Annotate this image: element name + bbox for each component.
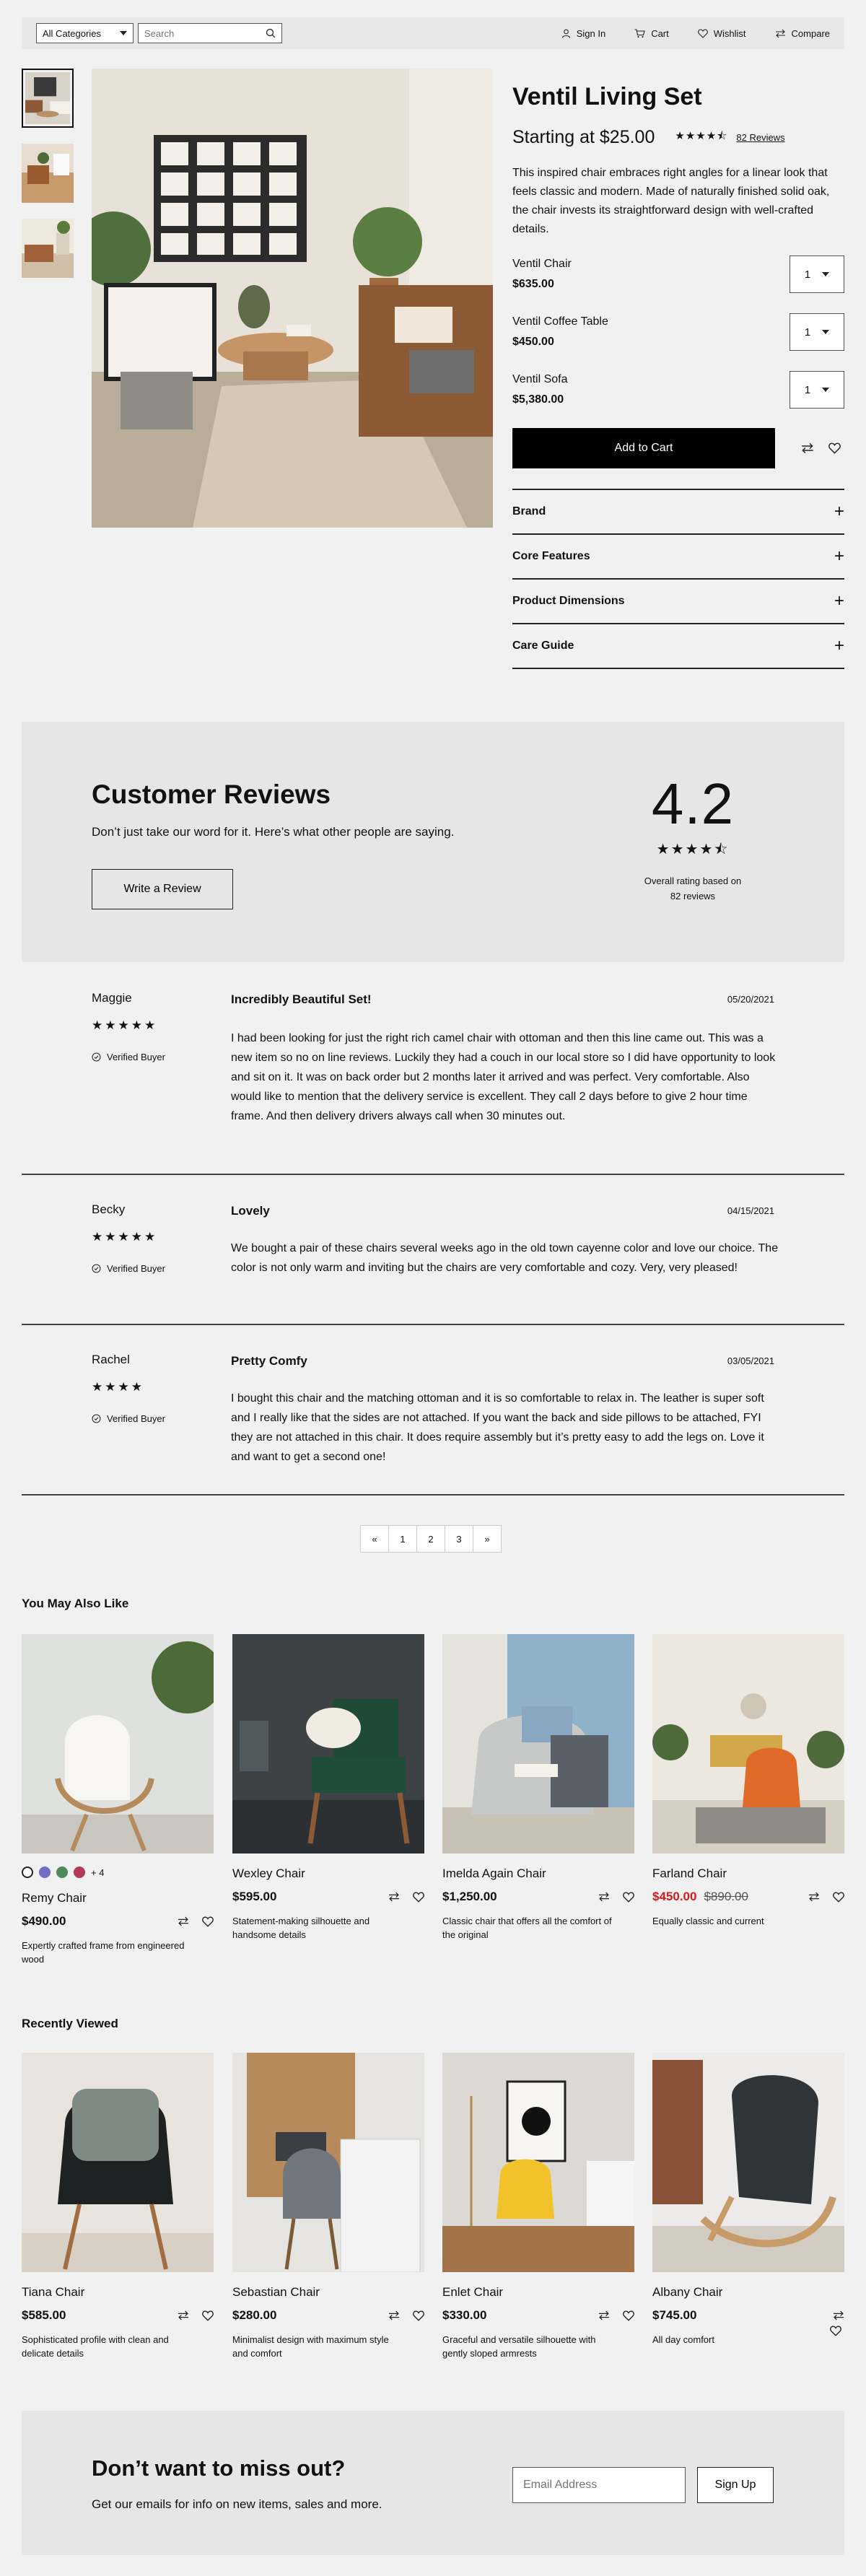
product-card-desc: Expertly crafted frame from engineered wood xyxy=(22,1940,185,1965)
verified-badge xyxy=(92,1263,165,1274)
product-card-image[interactable] xyxy=(22,1634,214,1854)
product-thumbnail[interactable] xyxy=(22,219,74,278)
page-2[interactable]: 2 xyxy=(416,1525,445,1553)
product-card-row xyxy=(652,1890,844,1904)
email-field[interactable] xyxy=(512,2467,686,2503)
compare-icon[interactable] xyxy=(598,2310,610,2320)
product-card-row xyxy=(232,1890,424,1904)
product-card-desc: Classic chair that offers all the comfort of the original xyxy=(442,1916,612,1940)
compare-icon[interactable] xyxy=(808,1892,820,1902)
sign-in-label: Sign In xyxy=(576,27,606,39)
review-title: Pretty Comfy xyxy=(231,1354,307,1368)
product-card-desc: Equally classic and current xyxy=(652,1916,764,1926)
page-prev[interactable]: « xyxy=(360,1525,389,1553)
product-card-price: $745.00 xyxy=(652,2308,697,2322)
variant-price: $450.00 xyxy=(512,336,554,348)
plus-icon: + xyxy=(834,546,844,566)
chevron-down-icon xyxy=(822,330,829,334)
reviews-subtitle: Don’t just take our word for it. Here’s what other people are saying. xyxy=(92,825,455,839)
verified-badge xyxy=(92,1413,165,1424)
product-card-row xyxy=(232,2308,424,2323)
product-card-desc: Sophisticated profile with clean and delicate details xyxy=(22,2334,169,2359)
thumbnail-list xyxy=(22,69,74,294)
accordion-label: Care Guide xyxy=(512,639,574,652)
cart-label: Cart xyxy=(651,27,669,39)
review-date: 03/05/2021 xyxy=(727,1355,774,1366)
review-title: Incredibly Beautiful Set! xyxy=(231,992,372,1006)
color-swatch[interactable] xyxy=(22,1866,33,1878)
top-bar xyxy=(22,17,844,49)
product-card[interactable] xyxy=(442,1634,634,1942)
category-select-value: All Categories xyxy=(43,27,101,39)
product-card-row xyxy=(22,1914,214,1929)
check-circle-icon xyxy=(92,1052,101,1062)
plus-icon: + xyxy=(834,502,844,521)
product-card[interactable] xyxy=(22,1634,214,1966)
accordion-brand[interactable] xyxy=(512,490,844,535)
newsletter-subtitle: Get our emails for info on new items, sales and more. xyxy=(92,2497,382,2511)
cart-icon xyxy=(634,29,645,38)
product-card-row xyxy=(442,1890,634,1904)
product-card-desc: Graceful and versatile silhouette with gently sloped armrests xyxy=(442,2334,596,2359)
recently-viewed-title: Recently Viewed xyxy=(22,2017,118,2030)
compare-icon xyxy=(775,29,786,38)
accordion-label: Core Features xyxy=(512,550,590,562)
product-card-name[interactable]: Albany Chair xyxy=(652,2285,723,2299)
user-icon xyxy=(561,29,571,38)
product-accordion xyxy=(512,489,844,669)
product-card-image[interactable] xyxy=(232,1634,424,1854)
chevron-down-icon xyxy=(120,31,127,35)
card-actions xyxy=(598,1892,634,1903)
variant-name: Ventil Coffee Table xyxy=(512,315,608,328)
product-card[interactable] xyxy=(232,2053,424,2360)
quantity-value: 1 xyxy=(804,268,811,281)
chevron-down-icon xyxy=(822,272,829,276)
heart-icon[interactable] xyxy=(623,2310,634,2321)
reviews-title: Customer Reviews xyxy=(92,780,331,809)
heart-icon[interactable] xyxy=(833,1892,844,1903)
overall-rating-text xyxy=(621,873,765,904)
quantity-select[interactable] xyxy=(790,256,844,293)
sign-up-button[interactable]: Sign Up xyxy=(697,2467,774,2503)
review-body: We bought a pair of these chairs several weeks ago in the old town cayenne color and love our choice. The color is not only warm and inviting but the chairs are very comfortable and cozy. Very, very pleased! xyxy=(231,1242,779,1274)
variant-price: $635.00 xyxy=(512,278,554,290)
sale-price: $450.00 xyxy=(652,1890,697,1903)
compare-link[interactable] xyxy=(775,28,830,39)
review-item xyxy=(22,962,844,1175)
review-body: I bought this chair and the matching ottoman and it is so comfortable to relax in. The leather is super soft and I really like that the sides are not attached. If you want the back and side pillows to be attached, FYI they are not attached in this chair. It does require assembly but it’s pretty easy to add the legs on. Love it and want to get a second one! xyxy=(231,1392,764,1463)
check-circle-icon xyxy=(92,1264,101,1273)
product-info xyxy=(512,69,844,669)
search-input[interactable] xyxy=(144,28,260,39)
product-card-desc: Statement-making silhouette and handsome details xyxy=(232,1916,370,1940)
compare-icon[interactable] xyxy=(833,2310,844,2320)
product-card-price: $1,250.00 xyxy=(442,1890,497,1903)
product-thumbnail[interactable] xyxy=(22,69,74,128)
heart-icon xyxy=(698,29,708,38)
accordion-label: Brand xyxy=(512,505,546,518)
heart-icon[interactable] xyxy=(413,1892,424,1903)
add-to-cart-button[interactable]: Add to Cart xyxy=(512,428,775,468)
heart-icon[interactable] xyxy=(202,2310,214,2321)
plus-icon: + xyxy=(834,636,844,655)
card-actions xyxy=(833,2310,844,2320)
variant-row xyxy=(512,252,844,297)
review-stars: ★★★★ xyxy=(92,1380,144,1394)
review-stars: ★★★★★ xyxy=(92,1018,158,1032)
product-thumbnail[interactable] xyxy=(22,144,74,203)
verified-label: Verified Buyer xyxy=(107,1263,165,1274)
product-main-image xyxy=(92,69,493,528)
write-review-button[interactable]: Write a Review xyxy=(92,869,233,909)
card-actions xyxy=(808,1892,844,1903)
average-rating: 4.2 xyxy=(651,772,735,836)
reviewer-name: Becky xyxy=(92,1202,126,1216)
review-date: 04/15/2021 xyxy=(727,1205,774,1216)
product-card-row xyxy=(442,2308,634,2323)
product-card-name[interactable]: Tiana Chair xyxy=(22,2285,85,2299)
plus-icon: + xyxy=(834,591,844,611)
search-box[interactable] xyxy=(138,23,282,43)
compare-icon[interactable] xyxy=(178,1916,189,1926)
product-card-name[interactable]: Enlet Chair xyxy=(442,2285,504,2299)
reviewer-name: Rachel xyxy=(92,1353,130,1366)
verified-badge xyxy=(92,1052,165,1062)
chevron-down-icon xyxy=(822,388,829,392)
product-description: This inspired chair embraces right angles for a linear look that feels classic and modern. Made of naturally finished solid oak, the chair invests its straightforward design with well-crafted details. xyxy=(512,167,830,235)
price-row xyxy=(512,127,844,148)
wishlist-label: Wishlist xyxy=(713,27,746,39)
reviews-link[interactable]: 82 Reviews xyxy=(736,132,785,143)
cart-link[interactable] xyxy=(634,28,669,39)
product-card-name[interactable]: Sebastian Chair xyxy=(232,2285,320,2299)
product-card[interactable] xyxy=(22,2053,214,2360)
product-card-price xyxy=(652,1890,748,1904)
product-card-image[interactable] xyxy=(22,2053,214,2272)
average-rating-stars: ★★★★⯪ xyxy=(656,842,730,857)
product-card-row xyxy=(652,2308,844,2323)
pagination xyxy=(361,1525,502,1553)
product-card-price: $490.00 xyxy=(22,1914,66,1928)
heart-icon[interactable] xyxy=(623,1892,634,1903)
compare-icon[interactable] xyxy=(388,2310,400,2320)
variant-name: Ventil Chair xyxy=(512,258,572,270)
product-card-image[interactable] xyxy=(442,1634,634,1854)
heart-icon[interactable] xyxy=(202,1916,214,1927)
product-card-name[interactable]: Imelda Again Chair xyxy=(442,1866,546,1880)
product-card-price: $330.00 xyxy=(442,2308,487,2322)
product-card-price: $595.00 xyxy=(232,1890,277,1903)
original-price: $890.00 xyxy=(704,1890,748,1903)
sign-in-link[interactable] xyxy=(561,28,605,39)
category-select[interactable] xyxy=(36,23,134,43)
compare-icon[interactable] xyxy=(388,1892,400,1902)
color-swatch[interactable] xyxy=(74,1866,85,1878)
color-swatch[interactable] xyxy=(39,1866,51,1878)
product-card-price: $280.00 xyxy=(232,2308,277,2322)
card-actions xyxy=(598,2310,634,2321)
overall-line-1: Overall rating based on xyxy=(644,876,742,886)
quantity-select[interactable] xyxy=(790,371,844,409)
newsletter-title: Don’t want to miss out? xyxy=(92,2455,346,2481)
product-card-desc: Minimalist design with maximum style and comfort xyxy=(232,2334,389,2359)
variant-row xyxy=(512,310,844,354)
product-card[interactable] xyxy=(442,2053,634,2360)
heart-icon[interactable] xyxy=(413,2310,424,2321)
product-card-desc: All day comfort xyxy=(652,2334,714,2345)
review-item xyxy=(22,1325,844,1496)
compare-icon[interactable] xyxy=(801,442,814,454)
product-card-image[interactable] xyxy=(232,2053,424,2272)
product-rating-stars: ★★★★⯪ xyxy=(675,130,728,142)
reviews-summary xyxy=(22,722,844,962)
product-card-image[interactable] xyxy=(652,2053,844,2272)
product-card[interactable] xyxy=(652,2053,844,2346)
search-icon[interactable] xyxy=(266,28,276,38)
more-colors[interactable]: + 4 xyxy=(91,1866,105,1878)
compare-label: Compare xyxy=(791,27,830,39)
quantity-value: 1 xyxy=(804,383,811,396)
page-1[interactable]: 1 xyxy=(388,1525,417,1553)
product-card-price: $585.00 xyxy=(22,2308,66,2322)
accordion-core-features[interactable] xyxy=(512,535,844,580)
product-card-name[interactable]: Remy Chair xyxy=(22,1891,87,1905)
card-actions xyxy=(178,2310,214,2321)
cart-actions xyxy=(801,442,841,454)
review-date: 05/20/2021 xyxy=(727,994,774,1005)
review-item xyxy=(22,1175,844,1325)
verified-label: Verified Buyer xyxy=(107,1052,165,1062)
accordion-product-dimensions[interactable] xyxy=(512,580,844,624)
product-card-image[interactable] xyxy=(442,2053,634,2272)
reviewer-name: Maggie xyxy=(92,991,132,1005)
accordion-label: Product Dimensions xyxy=(512,595,625,607)
heart-icon[interactable] xyxy=(828,442,841,454)
heart-icon[interactable] xyxy=(830,2326,841,2336)
card-actions xyxy=(388,1892,424,1903)
overall-line-2: 82 reviews xyxy=(670,891,716,901)
accordion-care-guide[interactable] xyxy=(512,624,844,669)
product-card-name[interactable]: Wexley Chair xyxy=(232,1866,305,1880)
quantity-select[interactable] xyxy=(790,313,844,351)
card-actions xyxy=(178,1916,214,1927)
review-body: I had been looking for just the right rich camel chair with ottoman and then this line came out. This was a new item so no on line reviews. Luckily they had a couch in our local store so I did have opportunity to look and sit on it. It was on back order but 2 months later it arrived and was perfect. Very comfortable. Also would like to mention that the delivery service is excellent. They call 2 days before to give 2 hour time frame. And then delivery drivers always call when 30 minutes out. xyxy=(231,1032,776,1122)
product-card-image[interactable] xyxy=(652,1634,844,1854)
card-actions xyxy=(388,2310,424,2321)
review-title: Lovely xyxy=(231,1204,270,1218)
header-nav xyxy=(561,28,830,39)
color-swatches xyxy=(22,1866,214,1878)
product-card-name[interactable]: Farland Chair xyxy=(652,1866,727,1880)
cart-row xyxy=(512,428,844,468)
quantity-value: 1 xyxy=(804,326,811,339)
newsletter xyxy=(22,2411,844,2555)
compare-icon[interactable] xyxy=(598,1892,610,1902)
product-card-row xyxy=(22,2308,214,2323)
page-next[interactable]: » xyxy=(473,1525,502,1553)
product-card[interactable] xyxy=(652,1634,844,1928)
price-from: Starting at $25.00 xyxy=(512,127,655,147)
compare-icon[interactable] xyxy=(178,2310,189,2320)
wishlist-link[interactable] xyxy=(698,28,746,39)
check-circle-icon xyxy=(92,1414,101,1423)
color-swatch[interactable] xyxy=(56,1866,68,1878)
also-like-title: You May Also Like xyxy=(22,1597,129,1610)
product-title: Ventil Living Set xyxy=(512,83,702,110)
review-stars: ★★★★★ xyxy=(92,1230,158,1244)
variant-row xyxy=(512,367,844,412)
variant-name: Ventil Sofa xyxy=(512,373,568,385)
verified-label: Verified Buyer xyxy=(107,1413,165,1424)
page-3[interactable]: 3 xyxy=(445,1525,473,1553)
product-card[interactable] xyxy=(232,1634,424,1942)
variant-price: $5,380.00 xyxy=(512,393,564,406)
